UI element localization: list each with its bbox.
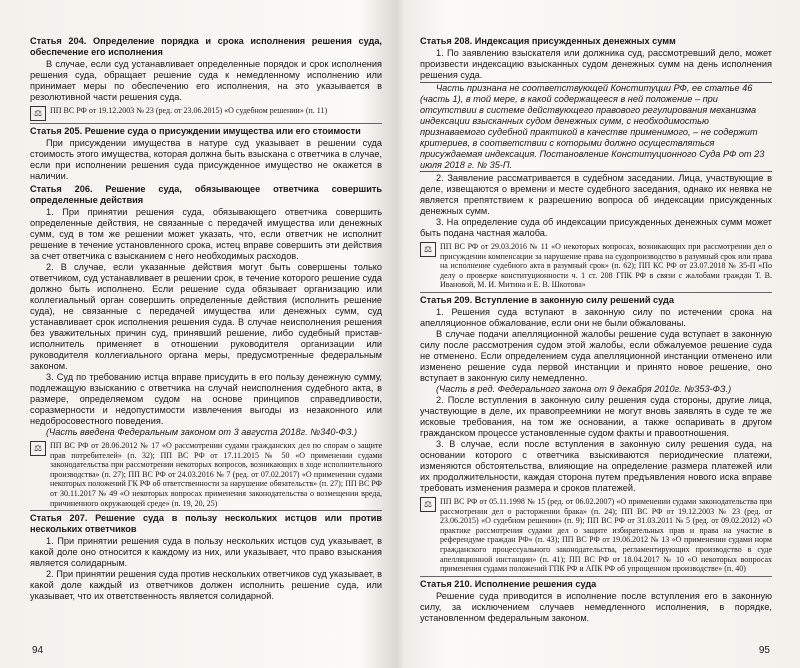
court-ref-block [420, 497, 772, 577]
article-204-text: В случае, если суд устанавливает определенные порядок и срок исполнения решения суда, обращает решение суда к немедленному исполнению или принимает меры по обеспечению его исполнения, на это указывается в резолютивной части решения суда. [30, 59, 382, 102]
article-209-part1: 1. Решения суда вступают в законную силу по истечении срока на апелляционное обжалование, если они не были обжалованы. [420, 306, 772, 328]
right-column [420, 36, 772, 624]
court-ref-block [30, 441, 382, 511]
constitutional-court-note [420, 82, 772, 172]
court-ref-block [420, 242, 772, 293]
article-207-part1: 1. При принятии решения суда в пользу нескольких истцов суд указывает, в какой доле оно относится к каждому из них, или указывает, что право взыскания является солидарным. [30, 536, 382, 569]
article-206-part1: 1. При принятии решения суда, обязывающего ответчика совершить определенные действия, не связанные с передачей имущества или денежных сумм, суд в том же решении может указать, что, если ответчик не исполнит решение в течение установленного срока, истец вправе совершить эти действия за счет ответчика с взысканием с него необходимых расходов. [30, 207, 382, 261]
article-208-part2: 2. Заявление рассматривается в судебном заседании. Лица, участвующие в деле, извещаются о времени и месте судебного заседания, однако их неявка не является препятствием к разрешению вопроса об индексации присужденных денежных сумм. [420, 173, 772, 216]
scales-icon: ⚖ [420, 242, 436, 257]
article-210-title: Статья 210. Исполнение решения суда [420, 578, 597, 589]
court-ref-block [30, 106, 382, 124]
amendment-note: (Часть в ред. Федерального закона от 9 декабря 2010г. №353-ФЗ.) [436, 383, 732, 394]
article-209-part3: 3. В случае, если после вступления в законную силу решения суда, на основании которого с ответчика взыскиваются периодические платежи, изменяются обстоятельства, влияющие на определение размера платежей или их продолжительности, каждая сторона путем предъявления нового иска вправе требовать изменения размера и сроков платежей. [420, 438, 772, 493]
left-page [0, 0, 398, 668]
article-206-title: Статья 206. Решение суда, обязывающее ответчика совершить определенные действия [30, 184, 382, 205]
article-208-part3: 3. На определение суда об индексации присужденных денежных сумм может быть подана частная жалоба. [420, 217, 772, 238]
article-205-text: При присуждении имущества в натуре суд указывает в решении суда стоимость этого имущества, которая должна быть взыскана с ответчика в случае, если при исполнении решения суда присужденное имущество не окажется в наличии. [30, 138, 382, 181]
article-209-part2: 2. После вступления в законную силу решения суда стороны, другие лица, участвующие в деле, их правопреемники не могут вновь заявлять в суде те же исковые требования, на том же основании, а также оспаривать в другом гражданском процессе установленные судом факты и правоотношения. [420, 394, 772, 438]
constitutional-court-note-text: Часть признана не соответствующей Конституции РФ, ее статье 46 (часть 1), в той мере, в какой содержащееся в ней положение – при отсутствии в системе действующего правового регулирования механизма индексации взысканных судом денежных сумм, с необходимостью признаваемого судебной практикой в качестве применимого, – не содержит критериев, в соответствии с которыми должно осуществляться присуждаемая индексация. Постановление Конституционного Суда РФ от 23 июля 2018 г. № 35-П. [420, 83, 765, 170]
article-207-title: Статья 207. Решение суда в пользу нескольких истцов или против нескольких ответчиков [30, 513, 382, 535]
article-206-part2: 2. В случае, если указанные действия могут быть совершены только ответчиком, суд устанавливает в решении срок, в течение которого решение суда должно быть исполнено. Если решение суда обязывает организацию или коллегиальный орган совершить определенные действия (исполнить решение суда), не связанные с передачей имущества или денежных сумм, суд устанавливает срок исполнения решения суда. В случае неисполнения решения без уважительных причин суд, принявший решение, либо судебный пристав-исполнитель применяет в отношении руководителя организации или руководителя коллегиального органа меры, предусмотренные федеральным законом. [30, 262, 382, 371]
article-209-title: Статья 209. Вступление в законную силу решений суда [420, 294, 674, 305]
article-208-part1: 1. По заявлению взыскателя или должника суд, рассмотревший дело, может произвести индексацию взысканных судом денежных сумм на день исполнения решения суда. [420, 48, 772, 80]
article-210-text: Решение суда приводится в исполнение после вступления его в законную силу, за исключением случаев немедленного исполнения, в порядке, установленном федеральным законом. [420, 590, 772, 623]
court-ref-text: ПП ВС РФ от 28.06.2012 № 17 «О рассмотрении судами гражданских дел по спорам о защите прав потребителей» (п. 32); ПП ВС РФ от 17.11.2015 № 50 «О применении судами законодательства при рассмотрении некоторых вопросов, возникающих в ходе исполнительного производства» (п. 27); ПП ВС РФ от 24.03.2016 № 7 (ред. от 07.02.2017) «О применении судами некоторых положений ГК РФ об ответственности за нарушение обязательств» (п. 27); ПП ВС РФ от 30.11.2017 № 49 «О некоторых вопросах применения законодательства о возмещении вреда, причиненного окружающей среде» (п. 19, 20, 25) [50, 441, 382, 508]
court-ref-text: ПП ВС РФ от 19.12.2003 № 23 (ред. от 23.06.2015) «О судебном решении» (п. 11) [50, 106, 328, 115]
amendment-note: (Часть введена Федеральным законом от 3 августа 2018г. №340-ФЗ.) [46, 427, 358, 437]
article-208-title: Статья 208. Индексация присужденных денежных сумм [420, 36, 676, 46]
page-number: 94 [32, 645, 44, 656]
article-204-title: Статья 204. Определение порядка и срока исполнения решения суда, обеспечение его исполнения [30, 36, 382, 57]
article-209-part1-cont: В случае подачи апелляционной жалобы решение суда вступает в законную силу после рассмотрения судом этой жалобы, если обжалуемое решение суда не отменено. Если определением суда апелляционной инстанции отменено или изменено решение суда первой инстанции и принято новое решение, оно вступает в законную силу немедленно. [420, 328, 772, 383]
article-205-title: Статья 205. Решение суда о присуждении имущества или его стоимости [30, 126, 361, 136]
left-column [30, 36, 382, 602]
right-page [402, 0, 800, 668]
scales-icon: ⚖ [30, 106, 46, 121]
scales-icon: ⚖ [30, 441, 46, 456]
page-number: 95 [758, 645, 770, 656]
article-206-part3: 3. Суд по требованию истца вправе присудить в его пользу денежную сумму, подлежащую взысканию с ответчика на случай неисполнения судебного акта, в размере, определяемом судом на основе принципов справедливости, соразмерности и недопустимости извлечения выгоды из незаконного или недобросовестного поведения. [30, 372, 382, 426]
article-207-part2: 2. При принятии решения суда против нескольких ответчиков суд указывает, в какой доле каждый из ответчиков должен исполнить решение суда, или указывает, что их ответственность является солидарной. [30, 569, 382, 602]
court-ref-text: ПП ВС РФ от 29.03.2016 № 11 «О некоторых вопросах, возникающих при рассмотрении дел о присуждении компенсации за нарушение права на судопроизводство в разумный срок или права на исполнение судебного акта в разумный срок» (п. 62); ПП КС РФ от 23.07.2018 № 35-П «По делу о проверке конституционности ч. 1 ст. 208 ГПК РФ в связи с жалобами граждан Т. В. Ивановой, М. И. Митина и Е. В. Шкотова» [440, 242, 772, 290]
scales-icon: ⚖ [420, 497, 436, 512]
court-ref-text: ПП ВС РФ от 05.11.1998 № 15 (ред. от 06.02.2007) «О применении судами законодательства при рассмотрении дел о расторжении брака» (п. 24); ПП ВС РФ от 19.12.2003 № 23 (ред. от 23.06.2015) «О судебном решении» (п. 9); ПП ВС РФ от 31.03.2011 № 5 (ред. от 09.02.2012) «О практике рассмотрения судами дел о защите избирательных прав и права на участие в референдуме граждан РФ» (п. 43); ПП ВС РФ от 19.06.2012 № 13 «О применении судами норм гражданского процессуального законодательства, регламентирующих производство в суде апелляционной инстанции» (п. 41); ПП ВС РФ от 18.04.2017 № 10 «О некоторых вопросах применения судами положений ГПК РФ и АПК РФ об упрощенном производстве» (п. 40) [440, 496, 772, 574]
